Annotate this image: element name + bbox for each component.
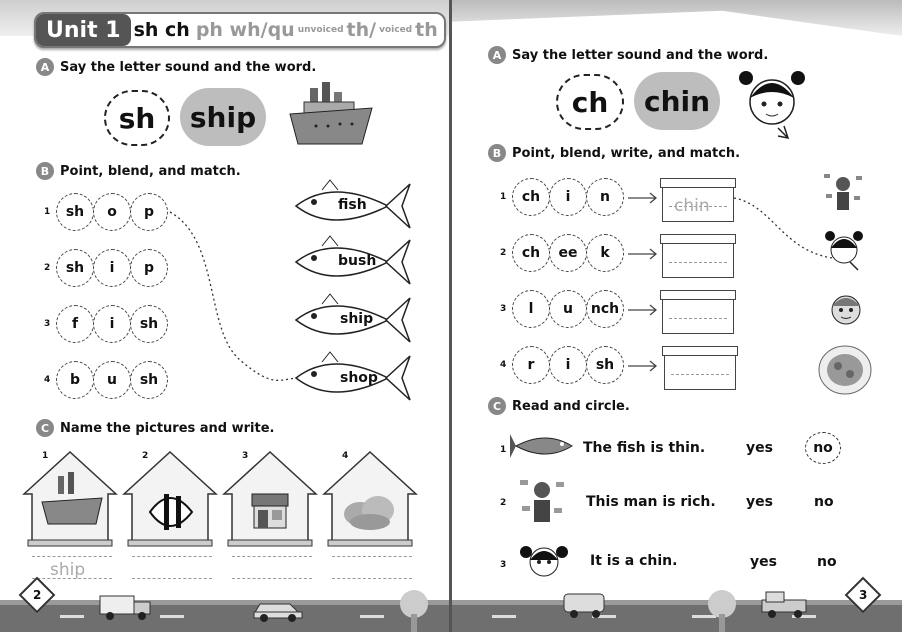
unit-label: Unit 1 <box>36 14 131 46</box>
fish-word-2: bush <box>338 253 377 269</box>
no-option-1[interactable]: no <box>805 432 841 464</box>
section-a-label: Say the letter sound and the word. <box>60 59 317 75</box>
sound-cloud: sh <box>104 90 170 146</box>
item-number: 1 <box>500 445 507 455</box>
right-page <box>452 0 902 632</box>
letter-flower[interactable]: sh <box>586 346 624 384</box>
left-page <box>0 0 450 632</box>
sentence-2: This man is rich. <box>586 494 716 510</box>
letter-flower[interactable]: p <box>130 193 168 231</box>
letter-flower[interactable]: f <box>56 305 94 343</box>
row-number: 2 <box>500 248 507 258</box>
letter-flower[interactable]: sh <box>130 305 168 343</box>
write-box-4[interactable] <box>664 354 736 390</box>
house-4 <box>322 450 418 550</box>
section-c-badge: C <box>488 397 506 415</box>
fish-dish-icon[interactable] <box>816 342 874 396</box>
section-a-badge: A <box>36 58 54 76</box>
row-number: 1 <box>44 207 51 217</box>
section-c-label: Read and circle. <box>512 398 630 414</box>
letter-flower[interactable]: n <box>586 178 624 216</box>
write-line[interactable] <box>332 556 412 557</box>
letter-flower[interactable]: b <box>56 361 94 399</box>
page-number: 2 <box>32 587 42 602</box>
house-number: 3 <box>242 451 249 461</box>
example-answer: chin <box>674 196 710 216</box>
letter-flower[interactable]: sh <box>56 249 94 287</box>
house-3 <box>222 450 318 550</box>
house-number: 1 <box>42 451 49 461</box>
rich-man-2-icon <box>518 474 566 528</box>
section-b-badge: B <box>488 144 506 162</box>
letter-flower[interactable]: ch <box>512 234 550 272</box>
yes-option-1[interactable]: yes <box>746 440 773 456</box>
section-a-label: Say the letter sound and the word. <box>512 47 769 63</box>
write-line[interactable] <box>332 578 412 579</box>
row-number: 2 <box>44 263 51 273</box>
letter-flower[interactable]: o <box>93 193 131 231</box>
row-number: 3 <box>44 319 51 329</box>
unvoiced-label: unvoiced <box>297 25 344 35</box>
yes-option-2[interactable]: yes <box>746 494 773 510</box>
write-line[interactable] <box>132 578 212 579</box>
tree-icon <box>704 588 740 632</box>
phonics-th-voiced: th <box>415 19 438 41</box>
letter-flower[interactable]: sh <box>56 193 94 231</box>
letter-flower[interactable]: r <box>512 346 550 384</box>
letter-flower[interactable]: l <box>512 290 550 328</box>
van-icon <box>562 590 608 620</box>
letter-flower[interactable]: i <box>549 178 587 216</box>
letter-flower[interactable]: u <box>549 290 587 328</box>
section-c-heading <box>36 419 275 437</box>
write-box-3[interactable] <box>662 298 734 334</box>
truck-icon <box>98 592 154 620</box>
section-b-badge: B <box>36 162 54 180</box>
section-b-label: Point, blend, and match. <box>60 163 241 179</box>
letter-flower[interactable]: sh <box>130 361 168 399</box>
car-icon <box>252 596 304 622</box>
phonics-ph-wh-qu: ph wh/qu <box>195 19 295 41</box>
house-number: 4 <box>342 451 349 461</box>
pickup-truck-icon <box>760 590 808 620</box>
section-c-heading <box>488 397 630 415</box>
write-line[interactable] <box>232 556 312 557</box>
sound-cloud: ch <box>556 74 624 130</box>
write-line[interactable] <box>32 556 112 557</box>
voiced-label: voiced <box>379 25 413 35</box>
letter-flower[interactable]: i <box>549 346 587 384</box>
word-cloud: chin <box>634 72 720 130</box>
thin-fish-icon <box>510 426 580 466</box>
page-number: 3 <box>858 587 868 602</box>
cheek-boy-icon[interactable] <box>826 288 866 328</box>
fish-word-3: ship <box>340 311 374 327</box>
sentence-3: It is a chin. <box>590 553 678 569</box>
row-number: 1 <box>500 192 507 202</box>
example-answer: ship <box>50 560 86 580</box>
letter-flower[interactable]: k <box>586 234 624 272</box>
road-decoration <box>0 600 450 632</box>
yes-option-3[interactable]: yes <box>750 554 777 570</box>
section-b-label: Point, blend, write, and match. <box>512 145 741 161</box>
road-decoration <box>452 600 902 632</box>
girl-icon[interactable] <box>824 228 868 274</box>
house-1 <box>22 450 118 550</box>
rich-man-icon[interactable] <box>820 170 866 216</box>
letter-flower[interactable]: u <box>93 361 131 399</box>
item-number: 2 <box>500 498 507 508</box>
no-option-2[interactable]: no <box>814 494 834 510</box>
letter-flower[interactable]: i <box>93 305 131 343</box>
word-cloud: ship <box>180 88 266 146</box>
girl-2-icon <box>518 538 570 584</box>
write-line[interactable] <box>232 578 312 579</box>
section-c-badge: C <box>36 419 54 437</box>
write-line[interactable] <box>132 556 212 557</box>
fish-word-4: shop <box>340 370 378 386</box>
row-number: 3 <box>500 304 507 314</box>
tree-icon <box>396 588 432 632</box>
write-box-2[interactable] <box>662 242 734 278</box>
phonics-th-unvoiced: th/ <box>346 19 377 41</box>
house-2 <box>122 450 218 550</box>
phonics-sh-ch: sh ch <box>133 19 190 41</box>
letter-flower[interactable]: nch <box>586 290 624 328</box>
letter-flower[interactable]: i <box>93 249 131 287</box>
letter-flower[interactable]: ee <box>549 234 587 272</box>
letter-flower[interactable]: p <box>130 249 168 287</box>
row-number: 4 <box>44 375 51 385</box>
fish-word-1: fish <box>338 197 367 213</box>
no-option-3[interactable]: no <box>817 554 837 570</box>
house-number: 2 <box>142 451 149 461</box>
section-c-label: Name the pictures and write. <box>60 420 275 436</box>
letter-flower[interactable]: ch <box>512 178 550 216</box>
item-number: 3 <box>500 560 507 570</box>
sentence-1: The fish is thin. <box>583 440 706 456</box>
section-a-badge: A <box>488 46 506 64</box>
row-number: 4 <box>500 360 507 370</box>
